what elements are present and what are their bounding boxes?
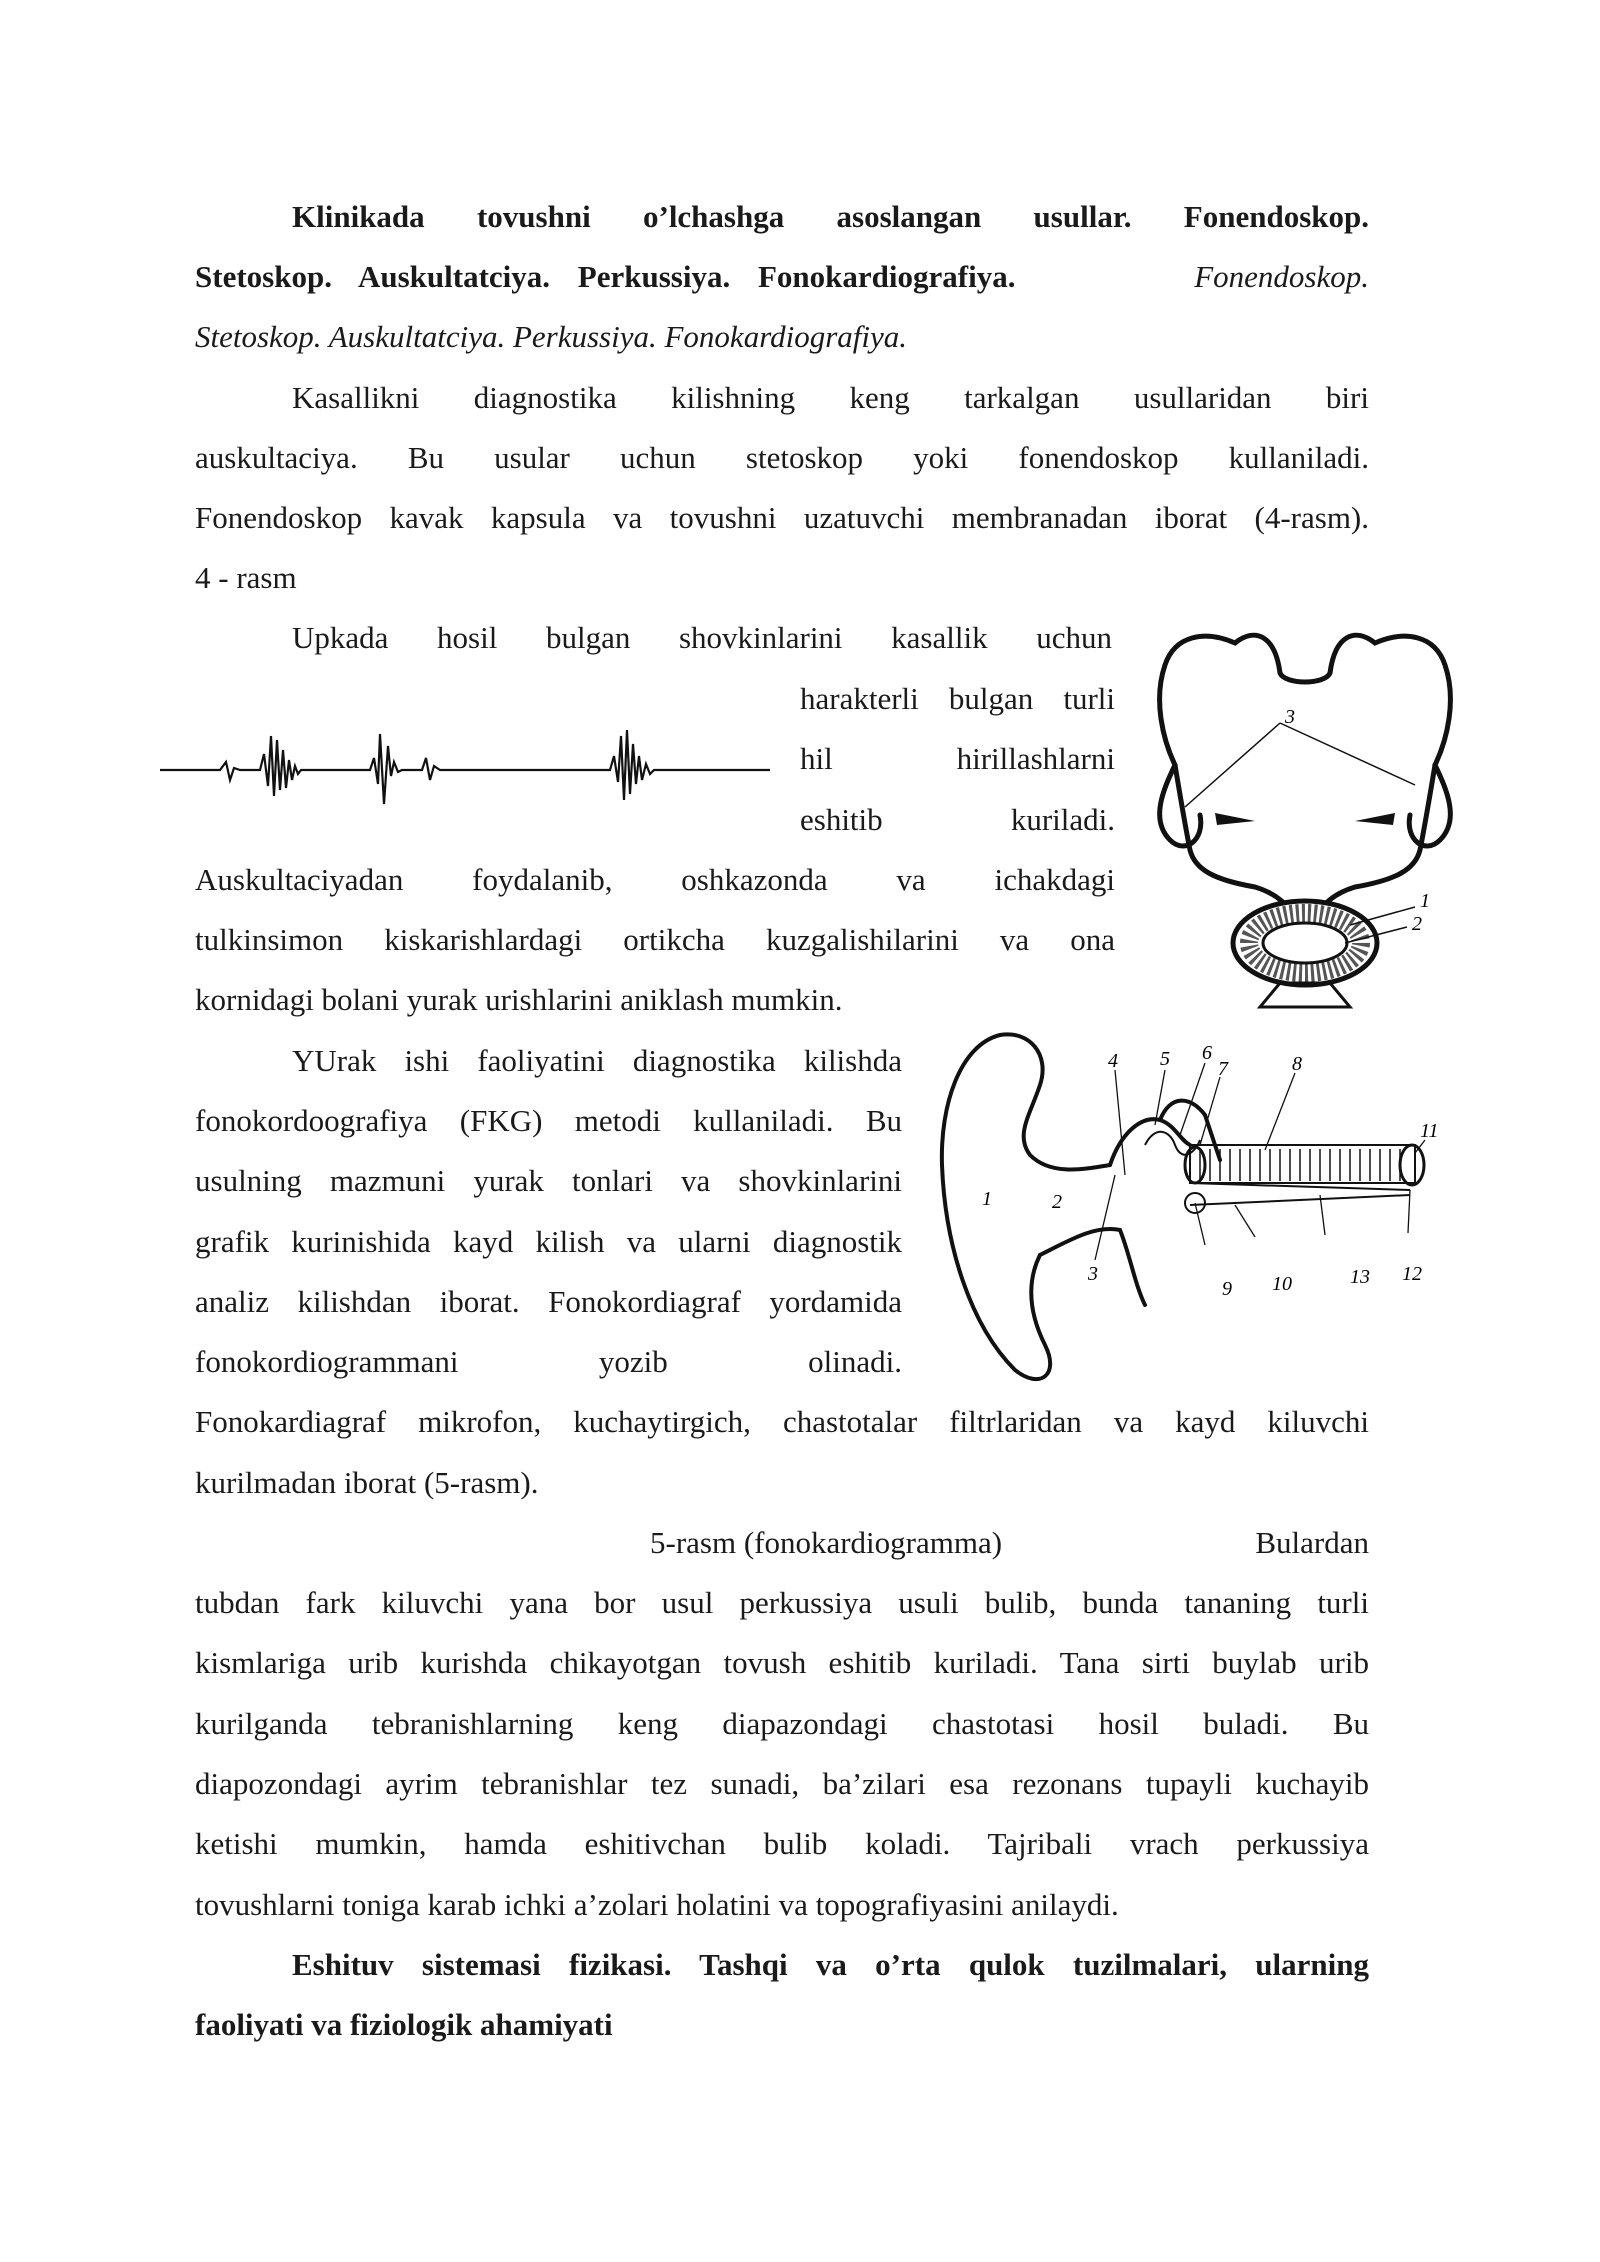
ear-label-2: 2 [1052, 1191, 1062, 1213]
para2-line-6: tulkinsimon kiskarishlardagi ortikcha kuzgalishilarini va ona [195, 922, 1115, 957]
stethoscope-figure [1145, 625, 1465, 1010]
para4-line-3: kismlariga urib kurishda chikayotgan tovush eshitib kuriladi. Tana sirti buylab urib [195, 1645, 1369, 1680]
para3-line-7: Fonokardiagraf mikrofon, kuchaytirgich, chastotalar filtrlaridan va kayd kiluvchi [195, 1404, 1369, 1439]
para2-line-3: hil hirillashlarni [800, 741, 1115, 776]
ear-label-1: 1 [982, 1188, 992, 1210]
heading2-line-1: Eshituv sistemasi fizikasi. Tashqi va o’rta qulok tuzilmalari, ularning [292, 1947, 1369, 1982]
ear-label-10: 10 [1272, 1273, 1292, 1295]
para3-line-3: usulning mazmuni yurak tonlari va shovkinlarini [195, 1163, 902, 1198]
heading-bold-text-2: Stetoskop. Auskultatciya. Perkussiya. Fonokardiografiya. [195, 259, 1016, 294]
para4-line-2: tubdan fark kiluvchi yana bor usul perkussiya usuli bulib, bunda tananing turli [195, 1585, 1369, 1620]
stethoscope-label-2: 2 [1412, 913, 1422, 935]
para4-line-1-end: Bulardan [1255, 1525, 1369, 1560]
para2-line-7: kornidagi bolani yurak urishlarini aniklash mumkin. [195, 982, 843, 1017]
para3-line-2: fonokordoografiya (FKG) metodi kullaniladi. Bu [195, 1103, 902, 1138]
ear-label-12: 12 [1402, 1263, 1422, 1285]
figure-4-caption: 4 - rasm [195, 560, 297, 595]
ear-label-8: 8 [1292, 1053, 1302, 1075]
heading-bold-text-1: Klinikada tovushni o’lchashga asoslangan usullar. Fonendoskop. [292, 199, 1369, 234]
ear-label-3: 3 [1088, 1263, 1098, 1285]
ear-label-6: 6 [1202, 1042, 1212, 1064]
ear-label-5: 5 [1160, 1048, 1170, 1070]
heading-italic-text-3: Stetoskop. Auskultatciya. Perkussiya. Fonokardiografiya. [195, 319, 908, 354]
stethoscope-label-3: 3 [1285, 706, 1295, 728]
ear-label-7: 7 [1218, 1058, 1228, 1080]
para1-line-1: Kasallikni diagnostika kilishning keng tarkalgan usullaridan biri [292, 380, 1369, 415]
para2-line-4: eshitib kuriladi. [800, 802, 1115, 837]
para3-line-5: analiz kilishdan iborat. Fonokordiagraf yordamida [195, 1284, 902, 1319]
stethoscope-label-1: 1 [1420, 890, 1430, 912]
para4-line-5: diapozondagi ayrim tebranishlar tez sunadi, ba’zilari esa rezonans tupayli kuchayib [195, 1766, 1369, 1801]
para4-line-4: kurilganda tebranishlarning keng diapazondagi chastotasi hosil buladi. Bu [195, 1706, 1369, 1741]
heading-line-3 [195, 317, 1369, 357]
heading-line-1 [195, 197, 1369, 237]
para3-line-4: grafik kurinishida kayd kilish va ularni diagnostik [195, 1224, 902, 1259]
heading-line-2 [195, 257, 1369, 297]
figure-5-caption: 5-rasm (fonokardiogramma) [650, 1525, 1003, 1560]
para4-line-6: ketishi mumkin, hamda eshitivchan bulib koladi. Tajribali vrach perkussiya [195, 1826, 1369, 1861]
heading-italic-text-2: Fonendoskop. [1194, 259, 1369, 294]
heading2-line-2: faoliyati va fiziologik ahamiyati [195, 2007, 613, 2042]
para4-line-7: tovushlarni toniga karab ichki a’zolari holatini va topografiyasini anilaydi. [195, 1887, 1119, 1922]
ear-label-4: 4 [1108, 1050, 1118, 1072]
para3-line-8: kurilmadan iborat (5-rasm). [195, 1465, 539, 1500]
para3-line-1: YUrak ishi faoliyatini diagnostika kilishda [292, 1043, 902, 1078]
para2-line-2: harakterli bulgan turli [800, 681, 1115, 716]
ear-label-9: 9 [1222, 1278, 1232, 1300]
phonocardiogram-waveform [160, 700, 770, 820]
ear-label-11: 11 [1420, 1120, 1439, 1142]
para1-line-3: Fonendoskop kavak kapsula va tovushni uzatuvchi membranadan iborat (4-rasm). [195, 500, 1369, 535]
para2-line-5: Auskultaciyadan foydalanib, oshkazonda va ichakdagi [195, 862, 1115, 897]
para3-line-6: fonokordiogrammani yozib olinadi. [195, 1344, 902, 1379]
para1-line-2: auskultaciya. Bu usular uchun stetoskop yoki fonendoskop kullaniladi. [195, 440, 1369, 475]
para2-line-1: Upkada hosil bulgan shovkinlarini kasallik uchun [292, 620, 1112, 655]
ear-label-13: 13 [1350, 1266, 1370, 1288]
ear-anatomy-figure [920, 1025, 1470, 1395]
